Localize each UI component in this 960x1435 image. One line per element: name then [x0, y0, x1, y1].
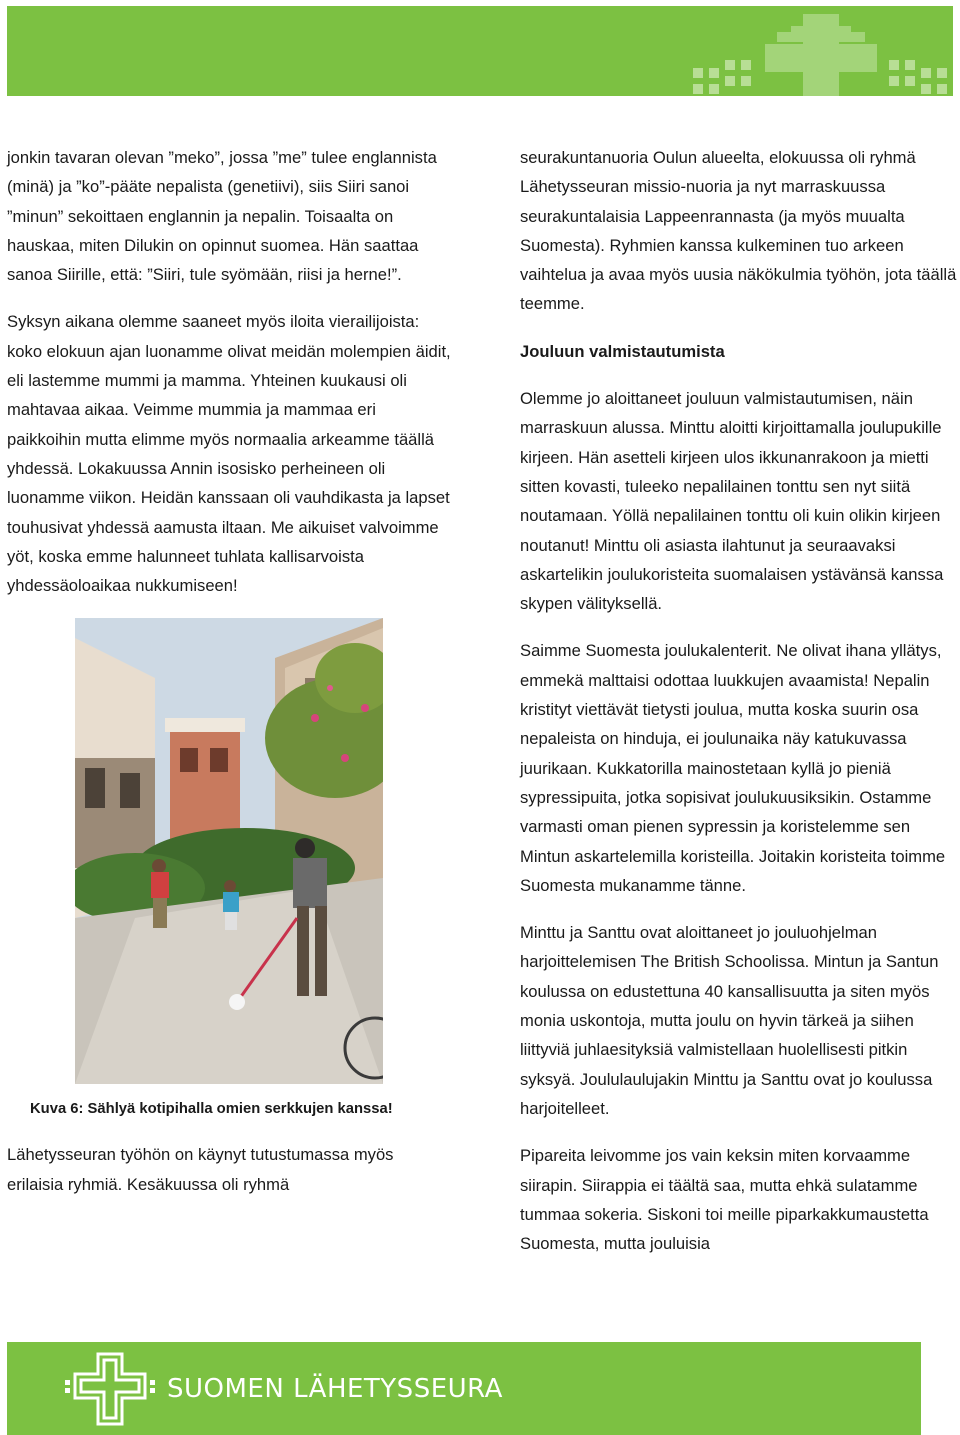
footer-band [7, 1342, 921, 1435]
header-band [7, 6, 953, 96]
right-paragraph-1: seurakuntanuoria Oulun alueelta, elokuussa oli ryhmä Lähetysseuran missio-nuoria ja nyt marraskuussa seurakuntalaisia Lappeenrannasta (ja myös muualta Suomesta). Ryhmien kanssa kulkeminen tuo arkeen vaihtelua ja avaa myös uusia näkökulmia työhön, jota täällä teemme. [520, 148, 957, 314]
right-column [520, 143, 960, 1258]
cross-logo-icon [65, 1352, 155, 1426]
left-paragraph-2: Syksyn aikana olemme saaneet myös iloita vierailijoista: koko elokuun ajan luonamme olivat meidän molempien äidit, eli lastemme mummi ja mamma. Yhteinen kuukausi oli mahtavaa aikaa. Veimme mummia ja mammaa eri paikkoihin mutta elimme myös normaalia arkeamme täällä yhdessä. Lokakuussa Annin isosisko perheineen oli luonamme viikon. Heidän kanssaan oli vauhdikasta ja lapset touhusivat yhdessä aamusta iltaan. Me aikuiset valvoimme yöt, koska emme halunneet tuhlata kallisarvoista yhdessäoloaikaa nukkumiseen! [7, 312, 451, 596]
right-paragraph-5: Pipareita leivomme jos vain keksin miten korvaamme siirapin. Siirappia ei täältä saa, mutta ehkä sulatamme tummaa sokeria. Siskoni toi meille piparkakkumaustetta Suomesta, mutta jouluisia [520, 1146, 929, 1254]
right-paragraph-3: Saimme Suomesta joulukalenterit. Ne olivat ihana yllätys, emmekä malttaisi odottaa luukkujen avaamista! Nepalin kristityt viettävät tietysti joulua, mutta koska suurin osa nepaleista on hinduja, ei joulunaika näy katukuvassa juurikaan. Kukkatorilla mainostetaan kyllä jo pieniä sypressipuita, jotka sopisivat joulukuusiksikin. Ostamme varmasti oman pienen sypressin ja koristelemme sen Mintun askartelemilla koristeilla. Joitakin koristeita toimme Suomesta mukanamme tänne. [520, 641, 946, 895]
left-paragraph-1: jonkin tavaran olevan ”meko”, jossa ”me” tulee englannista (minä) ja ”ko”-pääte nepalista (genetiivi), siis Siiri sanoi ”minun” sekoittaen englannin ja nepalin. Toisaalta on hauskaa, miten Dilukin on opinnut suomea. Hän saattaa sanoa Siirille, että: ”Siiri, tule syömään, riisi ja herne!”. [7, 148, 437, 285]
photo-caption: Kuva 6: Sählyä kotipihalla omien serkkujen kanssa! [30, 1101, 393, 1118]
photo-floorball [75, 618, 383, 1084]
left-column [7, 143, 452, 1199]
right-paragraph-2: Olemme jo aloittaneet jouluun valmistautumisen, näin marraskuun alussa. Minttu aloitti kirjoittamalla joulupukille kirjeen. Hän asetteli kirjeen ulos ikkunanrakoon ja mietti sitten kovasti, tuleeko nepalilainen tonttu sen nyt siitä noutamaan. Yöllä nepalilainen tonttu oli kuin olikin kirjeen noutanut! Minttu oli asiasta ilahtunut ja seuraavaksi askartelikin joulukoristeita suomalaisen ystävänsä kanssa skypen välityksellä. [520, 389, 944, 614]
left-paragraph-3: Lähetysseuran työhön on käynyt tutustumassa myös erilaisia ryhmiä. Kesäkuussa oli ryhmä [7, 1145, 394, 1194]
cross-logo-icon [653, 6, 953, 96]
photo-illustration [75, 618, 383, 1084]
organization-name: SUOMEN LÄHETYSSEURA [167, 1374, 503, 1404]
section-heading: Jouluun valmistautumista [520, 341, 725, 361]
right-paragraph-4: Minttu ja Santtu ovat aloittaneet jo jouluohjelman harjoittelemisen The British Schoolissa. Mintun ja Santun koulussa on edustettuna 40 kansallisuutta ja siten myös monia uskontoja, mutta joulu on hyvin tärkeä ja siihen liittyviä juhlaesityksiä valmistellaan huolellisesti pitkin syksyä. Joululaulujakin Minttu ja Santtu ovat jo koulussa harjoitelleet. [520, 923, 939, 1118]
